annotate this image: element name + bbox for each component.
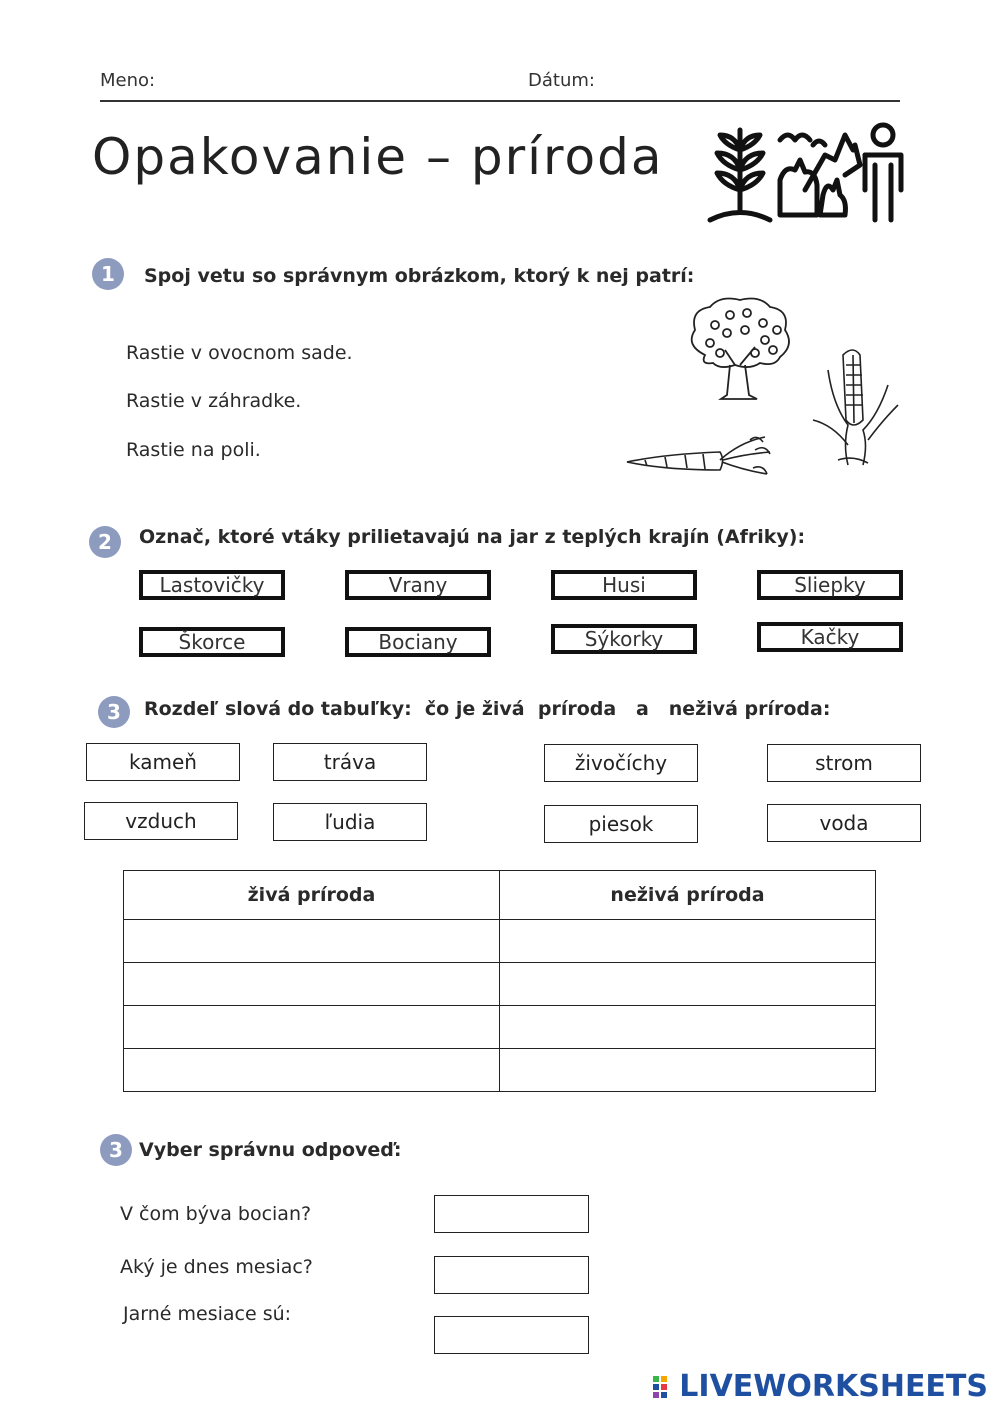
section3-question: Rozdeľ slová do tabuľky: čo je živá príroda a neživá príroda: [144, 698, 831, 720]
apple-tree-icon[interactable] [685, 295, 795, 405]
section-number-badge: 2 [89, 526, 121, 558]
name-label: Meno: [100, 70, 156, 91]
carrot-icon[interactable] [625, 432, 775, 477]
bird-option[interactable]: Sliepky [757, 570, 903, 600]
word-card[interactable]: voda [767, 804, 921, 842]
date-label: Dátum: [528, 70, 595, 91]
question-prompt: Jarné mesiace sú: [123, 1303, 292, 1325]
answer-dropdown[interactable] [434, 1316, 589, 1354]
table-cell[interactable] [500, 1006, 876, 1049]
liveworksheets-mark-icon [653, 1376, 675, 1398]
question-prompt: Aký je dnes mesiac? [120, 1256, 313, 1278]
answer-dropdown[interactable] [434, 1195, 589, 1233]
answer-dropdown[interactable] [434, 1256, 589, 1294]
bird-option[interactable]: Kačky [757, 622, 903, 652]
word-card[interactable]: tráva [273, 743, 427, 781]
table-cell[interactable] [500, 920, 876, 963]
page-title: Opakovanie – príroda [92, 128, 664, 186]
table-cell[interactable] [500, 963, 876, 1006]
word-card[interactable]: strom [767, 744, 921, 782]
table-cell[interactable] [124, 963, 500, 1006]
header-divider [100, 100, 900, 102]
word-card[interactable]: piesok [544, 805, 698, 843]
section2-question: Označ, ktoré vtáky prilietavajú na jar z teplých krajín (Afriky): [139, 526, 806, 548]
table-header-nonliving: neživá príroda [500, 871, 876, 920]
sentence-item[interactable]: Rastie na poli. [126, 439, 261, 461]
bird-option[interactable]: Škorce [139, 627, 285, 657]
sentence-item[interactable]: Rastie v ovocnom sade. [126, 342, 353, 364]
footer-brand: LIVEWORKSHEETS [679, 1369, 988, 1404]
word-card[interactable]: vzduch [84, 802, 238, 840]
table-cell[interactable] [124, 1049, 500, 1092]
bird-option[interactable]: Sýkorky [551, 624, 697, 654]
bird-option[interactable]: Husi [551, 570, 697, 600]
word-card[interactable]: živočíchy [544, 744, 698, 782]
table-cell[interactable] [124, 920, 500, 963]
section4-question: Vyber správnu odpoveď: [139, 1139, 402, 1161]
nature-plant-animals-person-icon [705, 120, 915, 230]
word-card[interactable]: kameň [86, 743, 240, 781]
corn-icon[interactable] [808, 345, 903, 470]
bird-option[interactable]: Vrany [345, 570, 491, 600]
sentence-item[interactable]: Rastie v záhradke. [126, 390, 302, 412]
question-prompt: V čom býva bocian? [120, 1203, 312, 1225]
bird-option[interactable]: Lastovičky [139, 570, 285, 600]
liveworksheets-logo [653, 1369, 988, 1404]
table-cell[interactable] [124, 1006, 500, 1049]
section1-question: Spoj vetu so správnym obrázkom, ktorý k nej patrí: [144, 265, 695, 287]
section-number-badge: 3 [100, 1134, 132, 1166]
table-header-living: živá príroda [124, 871, 500, 920]
section-number-badge: 1 [92, 258, 124, 290]
word-card[interactable]: ľudia [273, 803, 427, 841]
table-cell[interactable] [500, 1049, 876, 1092]
sorting-table [123, 870, 876, 1092]
bird-option[interactable]: Bociany [345, 627, 491, 657]
section-number-badge: 3 [98, 696, 130, 728]
